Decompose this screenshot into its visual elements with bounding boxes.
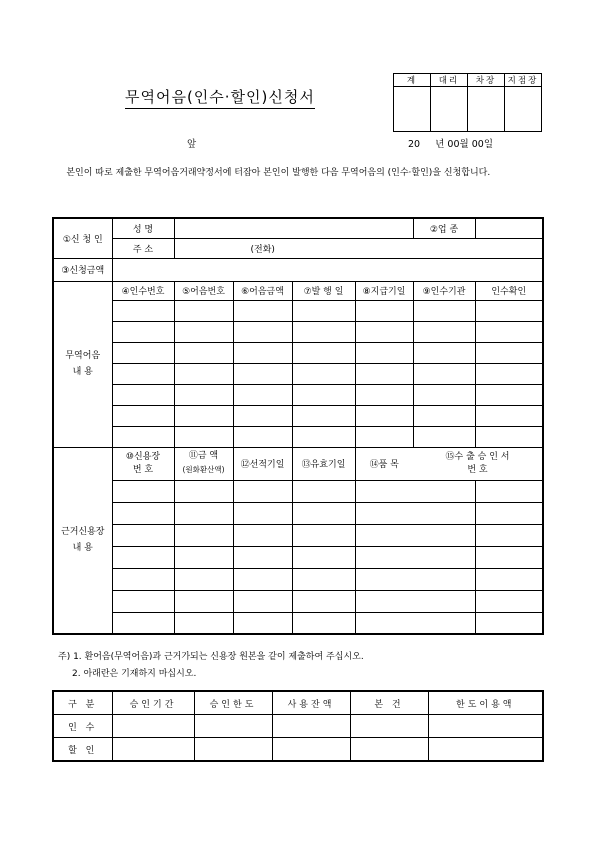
approval-sign-assistant[interactable] xyxy=(431,87,468,132)
application-form xyxy=(52,217,544,635)
date-month-label: 월 xyxy=(459,139,469,150)
office-row-acceptance xyxy=(53,715,543,738)
address-label: 주 소 xyxy=(112,238,174,258)
lc-row xyxy=(53,524,543,546)
bill-header-amount: ⑥어음금액 xyxy=(233,281,292,300)
lc-row xyxy=(53,546,543,568)
lc-header-amount-line2: (원화환산액) xyxy=(182,465,225,474)
approval-header-staff: 계 xyxy=(394,74,431,87)
business-field[interactable] xyxy=(475,218,543,238)
bill-header-confirm: 인수확인 xyxy=(475,281,543,300)
lc-row xyxy=(53,590,543,612)
note-1: 주) 1. 환어음(무역어음)과 근거가되는 신용장 원본을 같이 제출하여 주십시오. xyxy=(58,652,364,662)
bill-row xyxy=(53,363,543,384)
bill-header-acceptor: ⑨인수기관 xyxy=(413,281,475,300)
bill-header-accept-no: ④인수번호 xyxy=(112,281,174,300)
lc-section-label-line2: 내 용 xyxy=(72,543,93,554)
approval-sign-staff[interactable] xyxy=(394,87,431,132)
lc-header-number-line2: 번 호 xyxy=(132,464,154,475)
date-day-label: 일 xyxy=(483,139,494,150)
form-title xyxy=(125,86,315,107)
bill-header-due-date: ⑧지급기일 xyxy=(355,281,413,300)
address-field[interactable] xyxy=(174,238,543,258)
approval-header-assistant: 대리 xyxy=(431,74,468,87)
lc-row xyxy=(53,502,543,524)
intro-paragraph xyxy=(52,165,544,182)
lc-header-item: ⑭품 목 xyxy=(355,447,413,480)
bill-section-label xyxy=(53,281,112,447)
office-header-this-case: 본 건 xyxy=(350,691,428,715)
date-line xyxy=(408,136,493,150)
lc-header-number-line1: ⑩신용장 xyxy=(125,451,161,462)
lc-row xyxy=(53,568,543,590)
office-header-limit-used: 한도이용액 xyxy=(428,691,543,715)
date-year-label: 년 xyxy=(435,139,445,150)
office-header-approval-limit: 승인한도 xyxy=(194,691,272,715)
date-day[interactable]: 00 xyxy=(471,139,484,150)
lc-header-amount-line1: ⑪금 액 xyxy=(188,451,219,461)
recipient-line: 앞 xyxy=(187,139,197,150)
bill-header-bill-no: ⑤어음번호 xyxy=(174,281,233,300)
name-label: 성 명 xyxy=(112,218,174,238)
amount-label: ③신청금액 xyxy=(53,258,112,281)
name-field[interactable] xyxy=(174,218,413,238)
date-year[interactable]: 20 xyxy=(408,139,421,150)
approval-header-deputy: 차장 xyxy=(468,74,505,87)
bill-header-issue-date: ⑦발 행 일 xyxy=(292,281,355,300)
form-title-text: 무역어음(인수·할인)신청서 xyxy=(125,88,315,109)
lc-header-expiry-date: ⑬유효기일 xyxy=(292,447,355,480)
applicant-label: ①신 청 인 xyxy=(53,218,112,258)
bill-row xyxy=(53,384,543,405)
lc-header-amount xyxy=(174,447,233,480)
lc-header-export-approval xyxy=(413,447,543,480)
office-row-discount xyxy=(53,738,543,762)
office-use-table xyxy=(52,690,544,762)
phone-label: (전화) xyxy=(250,244,275,255)
lc-header-number xyxy=(112,447,174,480)
lc-header-export-approval-line1: ⑮수 출 승 인 서 xyxy=(445,451,510,462)
bill-section-label-line1: 무역어음 xyxy=(65,351,101,361)
bill-row xyxy=(53,342,543,363)
approval-header-manager: 지점장 xyxy=(505,74,542,87)
amount-field[interactable] xyxy=(112,258,543,281)
intro-text: 본인이 따로 제출한 무역어음거래약정서에 터잡아 본인이 발행한 다음 무역어음의 (인수·할인)을 신청합니다. xyxy=(66,168,491,178)
office-row-label-discount: 할 인 xyxy=(53,738,112,762)
notes xyxy=(58,649,364,683)
business-label: ②업 종 xyxy=(413,218,475,238)
note-2: 2. 아래란은 기재하지 마십시오. xyxy=(72,669,197,679)
office-header-approval-period: 승인기간 xyxy=(112,691,194,715)
approval-box xyxy=(393,73,542,132)
lc-header-shipping-date: ⑫선적기일 xyxy=(233,447,292,480)
date-month[interactable]: 00 xyxy=(447,139,460,150)
office-header-division: 구 분 xyxy=(53,691,112,715)
lc-section-label-line1: 근거신용장 xyxy=(61,527,105,538)
approval-sign-manager[interactable] xyxy=(505,87,542,132)
office-row-label-acceptance: 인 수 xyxy=(53,715,112,738)
approval-sign-deputy[interactable] xyxy=(468,87,505,132)
bill-row xyxy=(53,426,543,447)
bill-section-label-line2: 내 용 xyxy=(72,367,93,377)
bill-row xyxy=(53,405,543,426)
office-header-balance: 사용잔액 xyxy=(272,691,350,715)
lc-row xyxy=(53,480,543,502)
lc-row xyxy=(53,612,543,634)
lc-header-export-approval-line2: 번 호 xyxy=(467,464,488,475)
bill-row xyxy=(53,300,543,321)
lc-section-label xyxy=(53,447,112,634)
bill-row xyxy=(53,321,543,342)
